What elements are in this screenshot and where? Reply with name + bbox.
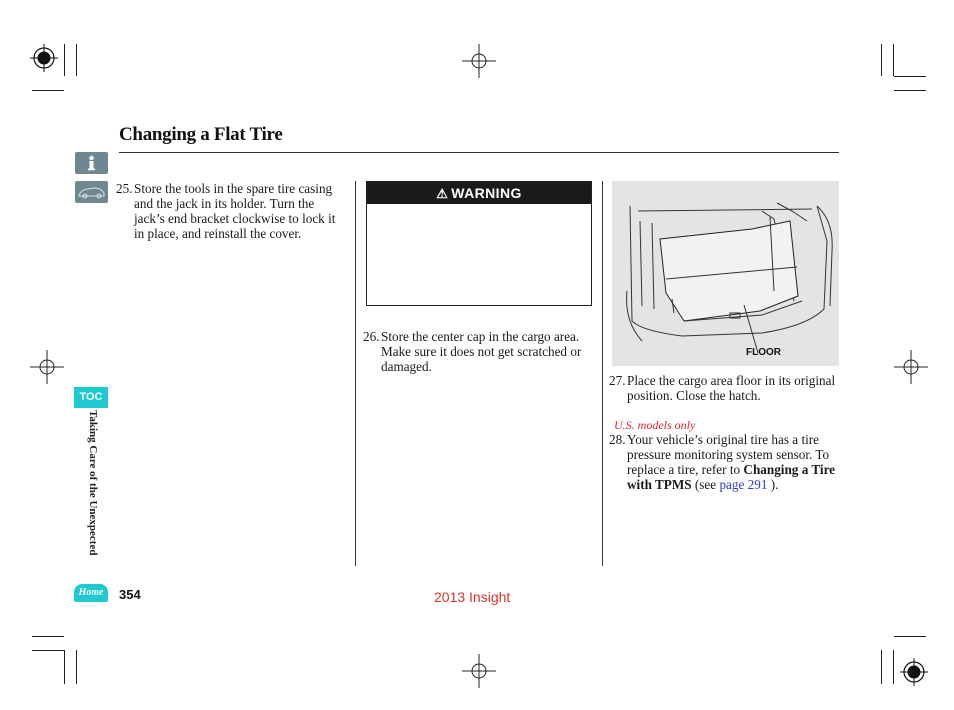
registration-target-icon	[30, 44, 60, 74]
figure-label: FLOOR	[746, 347, 781, 358]
warning-header	[367, 182, 591, 204]
registration-target-icon	[900, 658, 930, 688]
home-button[interactable]: Home	[74, 584, 108, 602]
step-25	[116, 181, 338, 241]
info-button[interactable]	[75, 152, 108, 174]
step-number: 26.	[363, 329, 380, 344]
step-text: Place the cargo area floor in its original position. Close the hatch.	[627, 373, 836, 403]
cargo-floor-illustration	[612, 181, 839, 366]
step-26	[363, 329, 588, 374]
step-number: 28.	[609, 432, 626, 447]
title-divider	[119, 152, 839, 153]
page-291-link[interactable]: page 291	[719, 477, 768, 492]
registration-crosshair-icon	[462, 44, 496, 78]
model-note: U.S. models only	[614, 418, 696, 432]
registration-crosshair-icon	[462, 654, 496, 688]
step-text: Store the tools in the spare tire casing and the jack in its holder. Turn the jack’s end bracket clockwise to lock it in place, and reinstall the cover.	[134, 181, 336, 241]
step-text: Store the center cap in the cargo area. Make sure it does not get scratched or damaged.	[381, 329, 582, 374]
info-icon	[75, 152, 108, 174]
section-side-label: Taking Care of the Unexpected	[87, 410, 99, 556]
step-text: Your vehicle’s original tire has a tire pressure monitoring system sensor. To replace a tire, refer to Changing a Tire with TPMS (see page 291 ).	[627, 432, 836, 492]
warning-triangle-icon: ⚠	[436, 186, 449, 201]
column-divider	[602, 181, 603, 566]
footer-model-year: 2013 Insight	[434, 589, 511, 605]
page-title: Changing a Flat Tire	[119, 124, 283, 145]
warning-label: WARNING	[451, 185, 522, 201]
step-27	[609, 373, 841, 403]
registration-crosshair-icon	[30, 350, 64, 384]
step-number: 27.	[609, 373, 626, 388]
cargo-area-drawing	[612, 181, 839, 366]
column-divider	[355, 181, 356, 566]
page-number: 354	[119, 587, 141, 602]
car-icon	[75, 181, 108, 203]
warning-box	[366, 181, 592, 306]
car-index-button[interactable]	[75, 181, 108, 203]
toc-button[interactable]: TOC	[74, 387, 108, 408]
registration-crosshair-icon	[894, 350, 928, 384]
step-number: 25.	[116, 181, 133, 196]
step-28	[609, 432, 841, 492]
tpms-reference: Changing a Tire with TPMS	[627, 462, 836, 492]
